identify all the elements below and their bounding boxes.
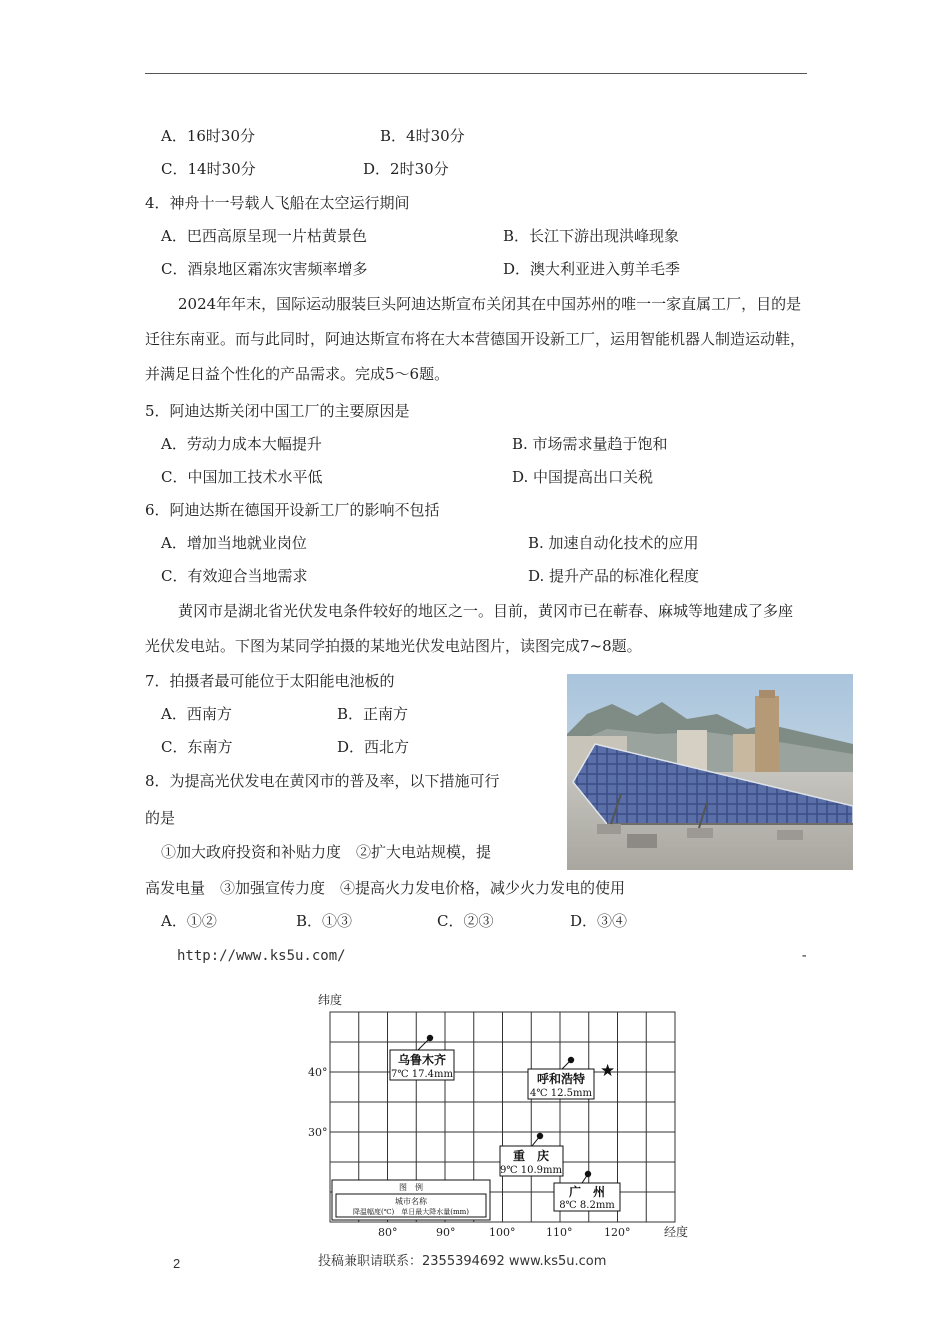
x-tick-90: 90° — [436, 1226, 456, 1239]
q8-measures-line2: 高发电量 ③加强宣传力度 ④提高火力发电价格，减少火力发电的使用 — [145, 879, 626, 897]
city-name-chongqing: 重 庆 — [512, 1149, 550, 1163]
q8-option-b: B．①③ — [296, 912, 353, 930]
q7-option-c: C．东南方 — [161, 738, 233, 756]
y-axis-title: 纬度 — [318, 993, 343, 1007]
q7-option-d: D．西北方 — [337, 738, 410, 756]
q6-option-a: A．增加当地就业岗位 — [161, 534, 307, 552]
passage-5-6: 2024年年末，国际运动服装巨头阿迪达斯宣布关闭其在中国苏州的唯一一家直属工厂，目的是迁往东南亚。而与此同时，阿迪达斯宣布将在大本营德国开设新工厂，运用智能机器人制造运动鞋，并满足日益个性化的产品需求。完成5～6题。 — [145, 295, 806, 383]
q8-option-c: C．②③ — [437, 912, 494, 930]
x-tick-110: 110° — [546, 1226, 573, 1239]
x-tick-120: 120° — [604, 1226, 631, 1239]
q4-option-c: C．酒泉地区霜冻灾害频率增多 — [161, 260, 368, 278]
cold-wave-map — [300, 990, 700, 1240]
q5-option-a: A．劳动力成本大幅提升 — [161, 435, 322, 453]
city-name-urumqi: 乌鲁木齐 — [397, 1053, 447, 1067]
solar-panel-photo — [567, 674, 853, 870]
q7-stem: 7．拍摄者最可能位于太阳能电池板的 — [145, 672, 395, 690]
q4-stem: 4．神舟十一号载人飞船在太空运行期间 — [145, 194, 410, 212]
q3-option-b: B．4时30分 — [380, 127, 465, 145]
q8-option-a: A．①② — [161, 912, 217, 930]
q5-option-c: C．中国加工技术水平低 — [161, 468, 323, 486]
city-values-chongqing: 9℃ 10.9mm — [500, 1165, 562, 1176]
y-tick-30: 30° — [308, 1126, 328, 1139]
city-name-hohhot: 呼和浩特 — [536, 1072, 586, 1086]
contact-line: 投稿兼职请联系：2355394692 www.ks5u.com — [318, 1254, 607, 1269]
q4-option-d: D．澳大利亚进入剪羊毛季 — [503, 260, 681, 278]
q5-option-b: B. 市场需求量趋于饱和 — [512, 435, 668, 453]
passage-7-8: 黄冈市是湖北省光伏发电条件较好的地区之一。目前，黄冈市已在蕲春、麻城等地建成了多座光伏发电站。下图为某同学拍摄的某地光伏发电站图片，读图完成7~8题。 — [145, 602, 794, 655]
legend-line2: 降温幅度(℃) 单日最大降水量(mm) — [352, 1208, 470, 1216]
city-values-guangzhou: 8℃ 8.2mm — [559, 1200, 615, 1211]
x-axis-title: 经度 — [664, 1225, 689, 1239]
q3-option-d: D．2时30分 — [363, 160, 449, 178]
city-values-hohhot: 4℃ 12.5mm — [530, 1088, 592, 1099]
q8-stem-line1: 8．为提高光伏发电在黄冈市的普及率，以下措施可行 — [145, 772, 500, 790]
q8-stem-line2: 的是 — [145, 809, 176, 827]
legend-title: 图 例 — [399, 1183, 423, 1192]
q6-stem: 6．阿迪达斯在德国开设新工厂的影响不包括 — [145, 501, 440, 519]
q3-option-c: C．14时30分 — [161, 160, 256, 178]
q3-option-a: A．16时30分 — [161, 127, 256, 145]
q5-stem: 5．阿迪达斯关闭中国工厂的主要原因是 — [145, 402, 410, 420]
q8-option-d: D．③④ — [570, 912, 628, 930]
q7-option-b: B．正南方 — [337, 705, 409, 723]
q6-option-d: D. 提升产品的标准化程度 — [528, 567, 700, 585]
page-number: 2 — [173, 1256, 181, 1271]
city-values-urumqi: 7℃ 17.4mm — [391, 1069, 453, 1080]
q6-option-b: B. 加速自动化技术的应用 — [528, 534, 699, 552]
header-rule — [145, 73, 807, 74]
legend-line1: 城市名称 — [395, 1197, 427, 1206]
q7-option-a: A．西南方 — [161, 705, 232, 723]
star-icon: ★ — [600, 1061, 616, 1081]
y-tick-40: 40° — [308, 1066, 328, 1079]
x-tick-80: 80° — [378, 1226, 398, 1239]
footer-dash: - — [800, 948, 809, 964]
q6-option-c: C．有效迎合当地需求 — [161, 567, 308, 585]
q4-option-b: B．长江下游出现洪峰现象 — [503, 227, 680, 245]
city-name-guangzhou: 广 州 — [568, 1185, 606, 1199]
x-tick-100: 100° — [489, 1226, 516, 1239]
q4-option-a: A．巴西高原呈现一片枯黄景色 — [161, 227, 367, 245]
footer-url: http://www.ks5u.com/ — [177, 948, 346, 964]
q5-option-d: D. 中国提高出口关税 — [512, 468, 654, 486]
q8-measures-line1: ①加大政府投资和补贴力度 ②扩大电站规模，提 — [161, 843, 492, 861]
